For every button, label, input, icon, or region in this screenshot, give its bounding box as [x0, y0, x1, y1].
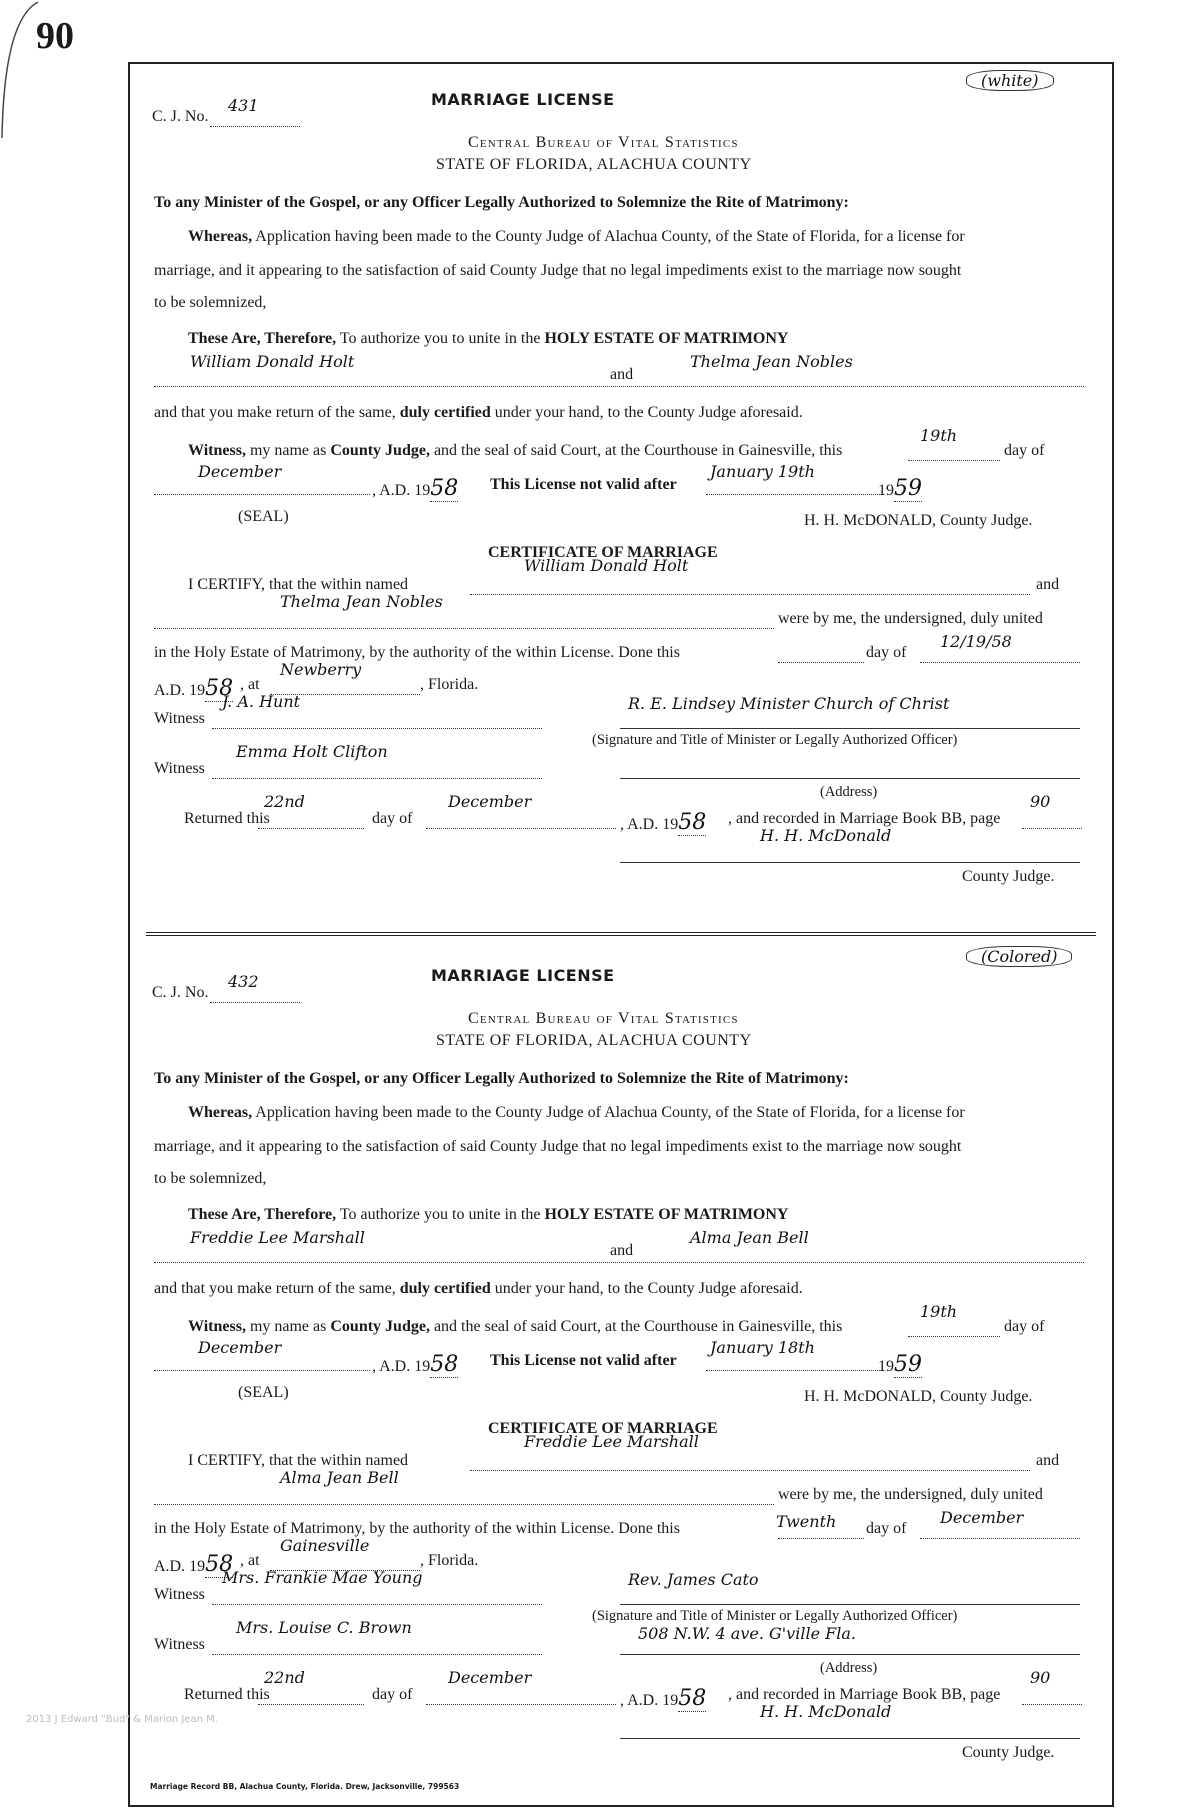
- fill-in-line: [154, 628, 774, 629]
- fill-in-line: [778, 1538, 864, 1539]
- certify-label: I CERTIFY, that the within named: [188, 1452, 409, 1469]
- fill-in-line: [258, 828, 364, 829]
- fill-in-line: [212, 1604, 542, 1605]
- text-span: 59: [894, 1352, 922, 1377]
- marriage-place: Gainesville: [280, 1536, 370, 1555]
- text-span: , A.D. 19: [620, 816, 679, 833]
- license-subtitle: Central Bureau of Vital Statistics: [468, 1010, 739, 1027]
- text-span: Whereas,: [188, 228, 253, 245]
- fill-in-line: [1022, 1704, 1082, 1705]
- day-of-label: day of: [1004, 442, 1045, 459]
- witness-2-name: Mrs. Louise C. Brown: [236, 1618, 412, 1637]
- holy-estate-label: in the Holy Estate of Matrimony, by the authority of the within License. Done this: [154, 644, 680, 661]
- certificate-title: CERTIFICATE OF MARRIAGE: [488, 544, 718, 561]
- text-span: 19: [878, 1358, 894, 1375]
- text-span: and the seal of said Court, at the Courthouse in Gainesville, this: [429, 1318, 843, 1335]
- witness-1-label: Witness: [154, 710, 205, 727]
- fill-in-line: [154, 386, 1084, 387]
- text-span: Application having been made to the County Judge of Alachua County, of the State of Florida, for a license for: [252, 228, 965, 245]
- fill-in-line: [920, 1538, 1080, 1539]
- witness-1-label: Witness: [154, 1586, 205, 1603]
- text-span: Whereas,: [188, 1104, 253, 1121]
- text-span: To authorize you to unite in the: [336, 330, 545, 347]
- and-label: and: [610, 1242, 634, 1259]
- florida-label: , Florida.: [420, 676, 479, 693]
- text-span: duly certified: [399, 1280, 491, 1297]
- text-span: , A.D. 19: [620, 1692, 679, 1709]
- fill-in-line: [210, 126, 300, 127]
- fill-in-line: [212, 728, 542, 729]
- judge-signature: H. H. McDonald: [760, 1702, 892, 1721]
- expire-date: January 19th: [710, 462, 815, 481]
- fill-in-line: [706, 494, 884, 495]
- cj-label: C. J. No.: [152, 108, 209, 125]
- united-label: were by me, the undersigned, duly united: [778, 1486, 1043, 1503]
- county-judge-label: County Judge.: [962, 868, 1055, 885]
- cj-number: 432: [228, 972, 259, 991]
- done-day-of-label: day of: [866, 1520, 907, 1537]
- these-are-line: [188, 1206, 788, 1224]
- whereas-line-3: to be solemnized,: [154, 1170, 267, 1187]
- done-date: 12/19/58: [940, 632, 1012, 651]
- text-span: and that you make return of the same,: [154, 404, 400, 421]
- text-span: , A.D. 19: [372, 1358, 431, 1375]
- officer-address: 508 N.W. 4 ave. G'ville Fla.: [638, 1624, 856, 1643]
- witness-2-label: Witness: [154, 1636, 205, 1653]
- officer-caption: (Signature and Title of Minister or Legally Authorized Officer): [592, 732, 958, 748]
- not-valid-label: This License not valid after: [490, 1352, 677, 1369]
- text-span: HOLY ESTATE OF MATRIMONY: [544, 330, 789, 347]
- text-span: 58: [205, 676, 234, 701]
- text-span: County Judge,: [330, 442, 430, 459]
- fill-in-line: [210, 1002, 300, 1003]
- text-span: 19: [878, 482, 894, 499]
- text-span: 58: [678, 810, 707, 835]
- issue-month: December: [198, 462, 282, 481]
- witness-1-name: J. A. Hunt: [222, 692, 301, 711]
- issue-day: 19th: [920, 426, 958, 445]
- license-state: STATE OF FLORIDA, ALACHUA COUNTY: [436, 1032, 752, 1049]
- return-ad-year: [620, 810, 706, 835]
- bride-name: Alma Jean Bell: [690, 1228, 809, 1247]
- county-judge-label: County Judge.: [962, 1744, 1055, 1761]
- not-valid-label: This License not valid after: [490, 476, 677, 493]
- text-span: 58: [205, 1552, 234, 1577]
- return-day-of-label: day of: [372, 810, 413, 827]
- recorded-label: , and recorded in Marriage Book BB, page: [728, 1686, 1001, 1703]
- done-day: Twenth: [776, 1512, 837, 1531]
- fill-in-line: [620, 1654, 1080, 1655]
- text-span: HOLY ESTATE OF MATRIMONY: [544, 1206, 789, 1223]
- text-span: duly certified: [399, 404, 491, 421]
- return-day: 22nd: [264, 792, 305, 811]
- cert-and-label: and: [1036, 576, 1060, 593]
- bride-name: Thelma Jean Nobles: [690, 352, 853, 371]
- returned-label: Returned this: [184, 810, 270, 827]
- return-day: 22nd: [264, 1668, 305, 1687]
- license-title: MARRIAGE LICENSE: [431, 966, 615, 985]
- holy-estate-label: in the Holy Estate of Matrimony, by the authority of the within License. Done this: [154, 1520, 680, 1537]
- text-span: 58: [678, 1686, 707, 1711]
- text-span: These Are, Therefore,: [188, 1206, 337, 1223]
- judge-signature: H. H. McDonald: [760, 826, 892, 845]
- return-month: December: [448, 792, 532, 811]
- text-span: Witness,: [188, 1318, 246, 1335]
- text-span: 59: [894, 476, 922, 501]
- fill-in-line: [620, 1738, 1080, 1739]
- fill-in-line: [908, 1336, 1000, 1337]
- expire-year: [878, 476, 922, 501]
- text-span: and the seal of said Court, at the Courthouse in Gainesville, this: [429, 442, 843, 459]
- cert-groom-name: William Donald Holt: [524, 556, 689, 575]
- fill-in-line: [426, 1704, 616, 1705]
- return-day-of-label: day of: [372, 1686, 413, 1703]
- address-caption: (Address): [820, 784, 878, 800]
- fill-in-line: [908, 460, 1000, 461]
- watermark: 2013 J Edward "Bud" & Marion Jean M.: [26, 1714, 218, 1725]
- certificate-title: CERTIFICATE OF MARRIAGE: [488, 1420, 718, 1437]
- fill-in-line: [426, 828, 616, 829]
- address-line: To any Minister of the Gospel, or any Officer Legally Authorized to Solemnize the Rite of Matrimony:: [154, 1070, 849, 1087]
- county-judge-name: H. H. McDONALD, County Judge.: [804, 512, 1033, 529]
- fill-in-line: [1022, 828, 1082, 829]
- fill-in-line: [154, 494, 370, 495]
- text-span: under your hand, to the County Judge aforesaid.: [490, 404, 803, 421]
- fill-in-line: [778, 662, 864, 663]
- page-edge-curl: [0, 0, 40, 140]
- officer-signature: R. E. Lindsey Minister Church of Christ: [628, 694, 950, 713]
- done-date: December: [940, 1508, 1024, 1527]
- text-span: my name as: [245, 442, 331, 459]
- text-span: Application having been made to the County Judge of Alachua County, of the State of Florida, for a license for: [252, 1104, 965, 1121]
- text-span: To authorize you to unite in the: [336, 1206, 545, 1223]
- fill-in-line: [470, 594, 1030, 595]
- race-note: (white): [966, 70, 1054, 91]
- issue-day: 19th: [920, 1302, 958, 1321]
- fill-in-line: [620, 862, 1080, 863]
- seal-label: (SEAL): [238, 508, 289, 525]
- text-span: 58: [430, 476, 459, 501]
- address-line: To any Minister of the Gospel, or any Officer Legally Authorized to Solemnize the Rite of Matrimony:: [154, 194, 849, 211]
- witness-1-name: Mrs. Frankie Mae Young: [222, 1568, 423, 1587]
- seal-label: (SEAL): [238, 1384, 289, 1401]
- florida-label: , Florida.: [420, 1552, 479, 1569]
- footer-imprint: Marriage Record BB, Alachua County, Florida. Drew, Jacksonville, 799563: [150, 1782, 460, 1791]
- text-span: County Judge,: [330, 1318, 430, 1335]
- whereas-line-2: marriage, and it appearing to the satisfaction of said County Judge that no legal impediments exist to the marriage now sought: [154, 1138, 962, 1155]
- text-span: under your hand, to the County Judge aforesaid.: [490, 1280, 803, 1297]
- united-label: were by me, the undersigned, duly united: [778, 610, 1043, 627]
- text-span: Witness,: [188, 442, 246, 459]
- witness-2-label: Witness: [154, 760, 205, 777]
- license-state: STATE OF FLORIDA, ALACHUA COUNTY: [436, 156, 752, 173]
- ad-year: [372, 476, 458, 501]
- recorded-label: , and recorded in Marriage Book BB, page: [728, 810, 1001, 827]
- book-page: 90: [1030, 792, 1051, 811]
- expire-date: January 18th: [710, 1338, 815, 1357]
- text-span: and that you make return of the same,: [154, 1280, 400, 1297]
- groom-name: William Donald Holt: [190, 352, 355, 371]
- whereas-line-1: [188, 1104, 965, 1122]
- fill-in-line: [154, 1504, 774, 1505]
- fill-in-line: [212, 1654, 542, 1655]
- fill-in-line: [212, 778, 542, 779]
- witness-judge-line: [188, 1318, 842, 1336]
- fill-in-line: [470, 1470, 1030, 1471]
- officer-signature: Rev. James Cato: [628, 1570, 759, 1589]
- cert-groom-name: Freddie Lee Marshall: [524, 1432, 699, 1451]
- fill-in-line: [154, 1262, 1084, 1263]
- cj-label: C. J. No.: [152, 984, 209, 1001]
- ad-year: [372, 1352, 458, 1377]
- return-line: [154, 404, 803, 422]
- issue-month: December: [198, 1338, 282, 1357]
- fill-in-line: [920, 662, 1080, 663]
- fill-in-line: [620, 1604, 1080, 1605]
- fill-in-line: [154, 1370, 370, 1371]
- race-note: (Colored): [966, 946, 1072, 967]
- whereas-line-3: to be solemnized,: [154, 294, 267, 311]
- return-ad-year: [620, 1686, 706, 1711]
- page-number: 90: [36, 15, 74, 57]
- book-page: 90: [1030, 1668, 1051, 1687]
- cert-bride-name: Alma Jean Bell: [280, 1468, 399, 1487]
- day-of-label: day of: [1004, 1318, 1045, 1335]
- text-span: These Are, Therefore,: [188, 330, 337, 347]
- county-judge-name: H. H. McDONALD, County Judge.: [804, 1388, 1033, 1405]
- whereas-line-2: marriage, and it appearing to the satisfaction of said County Judge that no legal impediments exist to the marriage now sought: [154, 262, 962, 279]
- text-span: A.D. 19: [154, 1558, 206, 1575]
- witness-2-name: Emma Holt Clifton: [236, 742, 388, 761]
- marriage-license-2: [150, 938, 1090, 1818]
- fill-in-line: [258, 1704, 364, 1705]
- returned-label: Returned this: [184, 1686, 270, 1703]
- text-span: A.D. 19: [154, 682, 206, 699]
- return-line: [154, 1280, 803, 1298]
- fill-in-line: [620, 728, 1080, 729]
- cj-number: 431: [228, 96, 259, 115]
- fill-in-line: [620, 778, 1080, 779]
- and-label: and: [610, 366, 634, 383]
- text-span: my name as: [245, 1318, 331, 1335]
- cert-bride-name: Thelma Jean Nobles: [280, 592, 443, 611]
- these-are-line: [188, 330, 788, 348]
- expire-year: [878, 1352, 922, 1377]
- whereas-line-1: [188, 228, 965, 246]
- at-label: , at: [240, 676, 260, 693]
- certify-label: I CERTIFY, that the within named: [188, 576, 409, 593]
- at-label: , at: [240, 1552, 260, 1569]
- officer-caption: (Signature and Title of Minister or Legally Authorized Officer): [592, 1608, 958, 1624]
- return-month: December: [448, 1668, 532, 1687]
- license-title: MARRIAGE LICENSE: [431, 90, 615, 109]
- text-span: 58: [430, 1352, 459, 1377]
- done-day-of-label: day of: [866, 644, 907, 661]
- fill-in-line: [706, 1370, 884, 1371]
- groom-name: Freddie Lee Marshall: [190, 1228, 365, 1247]
- cert-and-label: and: [1036, 1452, 1060, 1469]
- witness-judge-line: [188, 442, 842, 460]
- marriage-place: Newberry: [280, 660, 362, 679]
- license-subtitle: Central Bureau of Vital Statistics: [468, 134, 739, 151]
- marriage-license-1: [150, 62, 1090, 942]
- text-span: , A.D. 19: [372, 482, 431, 499]
- address-caption: (Address): [820, 1660, 878, 1676]
